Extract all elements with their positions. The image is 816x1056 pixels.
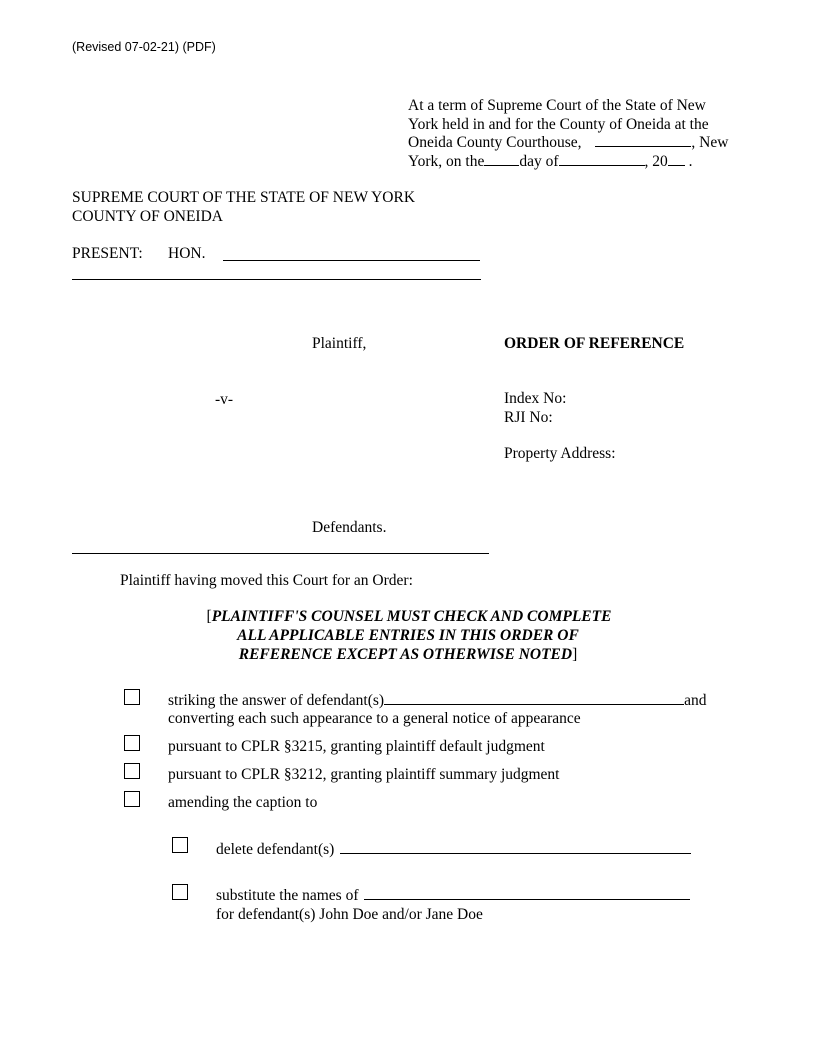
- present-second-line[interactable]: [72, 279, 481, 280]
- default-judgment-text: pursuant to CPLR §3215, granting plaintiff default judgment: [168, 738, 545, 755]
- instruction-line-3: [0, 645, 816, 664]
- order-title: ORDER OF REFERENCE: [504, 335, 685, 352]
- default-judgment-checkbox[interactable]: [124, 735, 140, 751]
- substitute-names-checkbox[interactable]: [172, 884, 188, 900]
- motion-intro: Plaintiff having moved this Court for an Order:: [120, 572, 413, 589]
- strike-answer-and: and: [684, 692, 707, 709]
- caption-divider: [72, 553, 489, 554]
- term-line-1: At a term of Supreme Court of the State of New: [408, 97, 706, 114]
- instruction-bracket-close: ]: [572, 646, 578, 663]
- strike-answer-line-2: converting each such appearance to a general notice of appearance: [168, 710, 581, 727]
- substitute-names-blank[interactable]: [364, 886, 690, 900]
- term-year-prefix: , 20: [644, 153, 668, 170]
- term-period: .: [688, 153, 693, 170]
- term-line-3: [408, 133, 728, 152]
- strike-answer-line-1: [168, 691, 706, 710]
- rji-no-label: RJI No:: [504, 409, 553, 426]
- instruction-text-3: REFERENCE EXCEPT AS OTHERWISE NOTED: [238, 646, 573, 663]
- term-line-4: [408, 152, 693, 171]
- delete-defendant-text: delete defendant(s): [216, 841, 335, 858]
- hon-label: HON.: [168, 245, 206, 262]
- strike-answer-defendant-blank[interactable]: [384, 691, 684, 705]
- delete-defendant-line: [216, 840, 691, 859]
- amend-caption-text: amending the caption to: [168, 794, 318, 811]
- strike-answer-text: striking the answer of defendant(s): [168, 692, 385, 709]
- delete-defendant-checkbox[interactable]: [172, 837, 188, 853]
- term-month-blank[interactable]: [559, 152, 645, 166]
- instruction-line-1: [0, 607, 816, 626]
- versus-label: -v-: [215, 391, 234, 408]
- term-new-text: , New: [691, 134, 729, 151]
- term-day-blank[interactable]: [484, 152, 519, 166]
- present-label: PRESENT:: [72, 245, 143, 262]
- substitute-names-line: [216, 886, 690, 905]
- term-courthouse-blank[interactable]: [595, 133, 691, 147]
- property-address-label: Property Address:: [504, 445, 616, 462]
- instruction-line-2: ALL APPLICABLE ENTRIES IN THIS ORDER OF: [237, 627, 579, 644]
- term-day-of-text: day of: [519, 153, 559, 170]
- revision-note: (Revised 07-02-21) (PDF): [72, 40, 216, 54]
- strike-answer-checkbox[interactable]: [124, 689, 140, 705]
- plaintiff-label: Plaintiff,: [312, 335, 367, 352]
- substitute-names-line-2: for defendant(s) John Doe and/or Jane Doe: [216, 906, 483, 923]
- summary-judgment-text: pursuant to CPLR §3212, granting plaintiff summary judgment: [168, 766, 560, 783]
- delete-defendant-blank[interactable]: [340, 840, 691, 854]
- defendants-label: Defendants.: [312, 519, 387, 536]
- index-no-label: Index No:: [504, 390, 567, 407]
- term-year-blank[interactable]: [668, 152, 685, 166]
- judge-name-line[interactable]: [223, 260, 480, 261]
- instruction-bracket-open: [: [206, 608, 212, 625]
- county-name: COUNTY OF ONEIDA: [72, 208, 223, 225]
- instruction-text-1: PLAINTIFF'S COUNSEL MUST CHECK AND COMPLETE: [211, 608, 612, 625]
- summary-judgment-checkbox[interactable]: [124, 763, 140, 779]
- term-on-the-text: York, on the: [408, 153, 485, 170]
- substitute-names-text: substitute the names of: [216, 887, 359, 904]
- term-courthouse-text: Oneida County Courthouse,: [408, 134, 582, 151]
- term-line-2: York held in and for the County of Oneida at the: [408, 116, 709, 133]
- court-name: SUPREME COURT OF THE STATE OF NEW YORK: [72, 189, 416, 206]
- amend-caption-checkbox[interactable]: [124, 791, 140, 807]
